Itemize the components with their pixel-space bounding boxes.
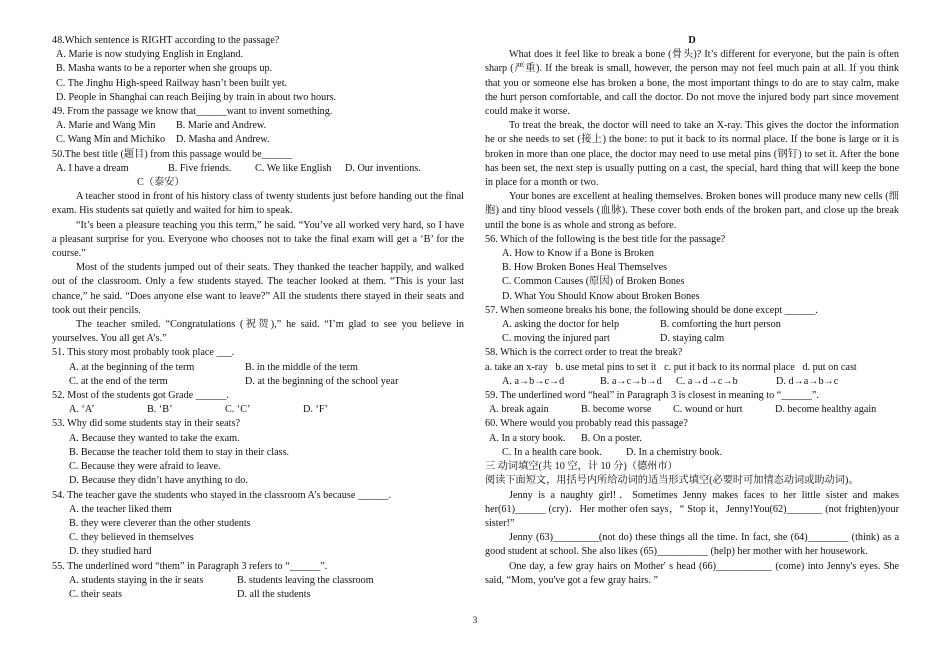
q51-option-d: D. at the beginning of the school year <box>245 375 399 387</box>
passage-c-paragraph: Most of the students jumped out of their seats. They thanked the teacher happily, and walked out of the classroom. Only a few students stayed. The teacher looked at them. “This is your last chance,” he said. “Does anyone else want to leave?” All the students there stayed in their seats and took out their pencils. <box>52 262 464 316</box>
q52-option-d: D. ‘F’ <box>303 404 328 416</box>
q49-options-row2 <box>52 133 464 147</box>
q54-option-b: B. they were cleverer than the other students <box>69 517 251 529</box>
q53-option-a: A. Because they wanted to take the exam. <box>69 432 240 444</box>
q58-option-b: B. a→c→b→d <box>600 375 662 387</box>
q57-stem: 57. When someone breaks his bone, the following should be done except ______. <box>485 304 818 316</box>
section-d-title: D <box>688 35 696 46</box>
q60-option-c: C. In a health care book. <box>502 446 602 458</box>
q52-option-a: A. ‘A’ <box>69 404 95 416</box>
q55-option-c: C. their seats <box>69 588 122 600</box>
q58-option-d: D. d→a→b→c <box>776 375 839 387</box>
left-column <box>52 34 464 602</box>
right-column <box>485 34 899 588</box>
passage-d-paragraph: To treat the break, the doctor will need to take an X-ray. This gives the doctor the information he or she needs to set (接上) the bone: to put it back to its normal place. If the bone is large or it is broken in more than one place, the doctor may need to use metal pins (钢钉) to set it. After the bone has been set, the next step is usually putting on a cast, the special, hard thing that will keep the bone in place for a month or two. <box>485 120 899 189</box>
q49-option-c: C. Wang Min and Michiko <box>56 134 166 146</box>
q51-options-row1 <box>52 361 464 375</box>
q51-stem: 51. This story most probably took place ___. <box>52 347 235 359</box>
q51-option-c: C. at the end of the term <box>69 375 168 387</box>
passage-c <box>52 190 464 346</box>
passage-c-paragraph: “It’s been a pleasure teaching you this term,” he said. “You’ve all worked very hard, so I have a pleasant surprise for you. Everyone who chooses not to take the final exam will get a ‘B’ for the course.” <box>52 219 464 260</box>
q50-option-b: B. Five friends. <box>168 162 232 174</box>
q60-options-row1 <box>485 432 899 446</box>
passage-c-paragraph: A teacher stood in front of his history class of twenty students just before handing out the final exam. His students sat quietly and waited for him to speak. <box>52 191 464 217</box>
q51-option-b: B. in the middle of the term <box>245 361 358 373</box>
q48-option-a: A. Marie is now studying English in England. <box>56 49 244 61</box>
q55-options-row1 <box>52 574 464 588</box>
q59-stem: 59. The underlined word “heal” in Paragraph 3 is closest in meaning to “______”. <box>485 390 819 402</box>
q48-option-c: C. The Jinghu High-speed Railway hasn’t been built yet. <box>56 77 288 89</box>
q56-option-b: B. How Broken Bones Heal Themselves <box>502 262 668 274</box>
q60-option-b: B. On a poster. <box>581 432 642 444</box>
q51-options-row2 <box>52 375 464 389</box>
q50-option-d: D. Our inventions. <box>345 162 421 174</box>
section-3-title: 三 动词填空(共 10 空，计 10 分)（德州市） <box>485 461 678 473</box>
page-number: 3 <box>472 615 478 625</box>
q55-option-a: A. students staying in the ir seats <box>69 574 204 586</box>
q56-option-c: C. Common Causes (原因) of Broken Bones <box>502 276 685 288</box>
q58-steps: a. take an x-ray b. use metal pins to set it c. put it back to its normal place d. put on cast <box>485 361 857 373</box>
passage-3-paragraph: Jenny (63)_________(not do) these things all the time. In fact, she (64)________ (think) as a good student at school. She also likes (65)__________ (help) her mother with her housework. <box>485 532 899 558</box>
passage-3 <box>485 489 899 588</box>
q50-option-c: C. We like English <box>255 162 332 174</box>
q55-option-d: D. all the students <box>237 588 311 600</box>
q59-option-b: B. become worse <box>581 404 652 416</box>
q49-options-row1 <box>52 119 464 133</box>
q54-option-a: A. the teacher liked them <box>69 503 172 515</box>
q48-option-d: D. People in Shanghai can reach Beijing by train in about two hours. <box>56 91 337 103</box>
passage-c-paragraph: The teacher smiled. “Congratulations (祝贺),” he said. “I’m glad to see you believe in yourselves. You all get A’s.” <box>52 319 464 345</box>
q57-option-c: C. moving the injured part <box>502 333 610 345</box>
q59-option-c: C. wound or hurt <box>673 404 743 416</box>
q53-option-c: C. Because they were afraid to leave. <box>69 461 221 473</box>
q57-option-b: B. comforting the hurt person <box>660 319 781 331</box>
q58-stem: 58. Which is the correct order to treat the break? <box>485 347 683 359</box>
q56-option-a: A. How to Know if a Bone is Broken <box>502 248 654 260</box>
passage-3-paragraph: One day, a few gray hairs on Mother' s head (66)___________ (come) into Jenny's eyes. She said, “Mom, you've got a few gray hairs. ” <box>485 560 899 586</box>
q58-options <box>485 375 899 389</box>
passage-d <box>485 48 899 233</box>
q57-options-row1 <box>485 318 899 332</box>
q60-option-a: A. In a story book. <box>489 432 566 444</box>
q48-option-b: B. Masha wants to be a reporter when she groups up. <box>56 63 273 75</box>
q58-option-a: A. a→b→c→d <box>502 375 565 387</box>
q55-option-b: B. students leaving the classroom <box>237 574 374 586</box>
q56-option-d: D. What You Should Know about Broken Bones <box>502 290 700 302</box>
q58-option-c: C. a→d→c→b <box>676 375 738 387</box>
q59-options <box>485 403 899 417</box>
q52-stem: 52. Most of the students got Grade ______. <box>52 390 229 402</box>
q57-option-a: A. asking the doctor for help <box>502 319 620 331</box>
q50-option-a: A. I have a dream <box>56 162 129 174</box>
q60-options-row2 <box>485 446 899 460</box>
q50-options <box>52 162 464 176</box>
q60-stem: 60. Where would you probably read this passage? <box>485 418 688 430</box>
q57-options-row2 <box>485 332 899 346</box>
q55-stem: 55. The underlined word “them” in Paragraph 3 refers to “______”. <box>52 560 328 572</box>
q51-option-a: A. at the beginning of the term <box>69 361 195 373</box>
q56-stem: 56. Which of the following is the best title for the passage? <box>485 233 726 245</box>
q54-option-d: D. they studied hard <box>69 546 152 558</box>
section-c-title: C（泰安） <box>137 177 185 189</box>
q57-option-d: D. staying calm <box>660 333 725 345</box>
passage-3-paragraph: Jenny is a naughty girl!．Sometimes Jenny makes faces to her little sister and makes her(61)______ (cry)．Her mother ofen says，“ Stop it，Jenny!You(62)_______ (not frighten)your sister!” <box>485 489 899 529</box>
q49-option-a: A. Marie and Wang Min <box>56 120 156 132</box>
q54-option-c: C. they believed in themselves <box>69 532 194 544</box>
q52-option-c: C. ‘C’ <box>225 404 251 416</box>
section-3-instruction: 阅读下面短文，用括号内所给动词的适当形式填空(必要时可加情态动词或助动词)。 <box>485 475 859 487</box>
passage-d-paragraph: Your bones are excellent at healing themselves. Broken bones will produce many new cells (细胞) and tiny blood vessels (血脉). These cover both ends of the broken part, and close up the break until the bone is as whole and strong as before. <box>485 191 899 231</box>
q53-option-b: B. Because the teacher told them to stay in their class. <box>69 446 290 458</box>
q48-stem: 48.Which sentence is RIGHT according to the passage? <box>52 35 280 46</box>
q53-option-d: D. Because they didn’t have anything to do. <box>69 475 248 487</box>
q59-option-d: D. become healthy again <box>775 404 877 416</box>
q60-option-d: D. In a chemistry book. <box>626 446 723 458</box>
q49-option-b: B. Marie and Andrew. <box>176 120 267 132</box>
q50-stem: 50.The best title (题目) from this passage would be______ <box>52 148 293 160</box>
q52-options <box>52 403 464 417</box>
q59-option-a: A. break again <box>489 404 549 416</box>
q54-stem: 54. The teacher gave the students who stayed in the classroom A’s because ______. <box>52 489 392 501</box>
q49-option-d: D. Masha and Andrew. <box>176 134 270 146</box>
q55-options-row2 <box>52 588 464 602</box>
q53-stem: 53. Why did some students stay in their seats? <box>52 418 240 430</box>
q49-stem: 49. From the passage we know that______want to invent something. <box>52 106 333 118</box>
q52-option-b: B. ‘B’ <box>147 404 173 416</box>
passage-d-paragraph: What does it feel like to break a bone (骨头)? It’s different for everyone, but the pain is often sharp (严重). If the break is small, however, the person may not feel much pain at all. If you think that you or someone else has broken a bone, the most important things to do are to stay calm, make the hurt person comfortable, and call the doctor. Do not move the injured body part since movement could make it worse. <box>485 49 899 118</box>
